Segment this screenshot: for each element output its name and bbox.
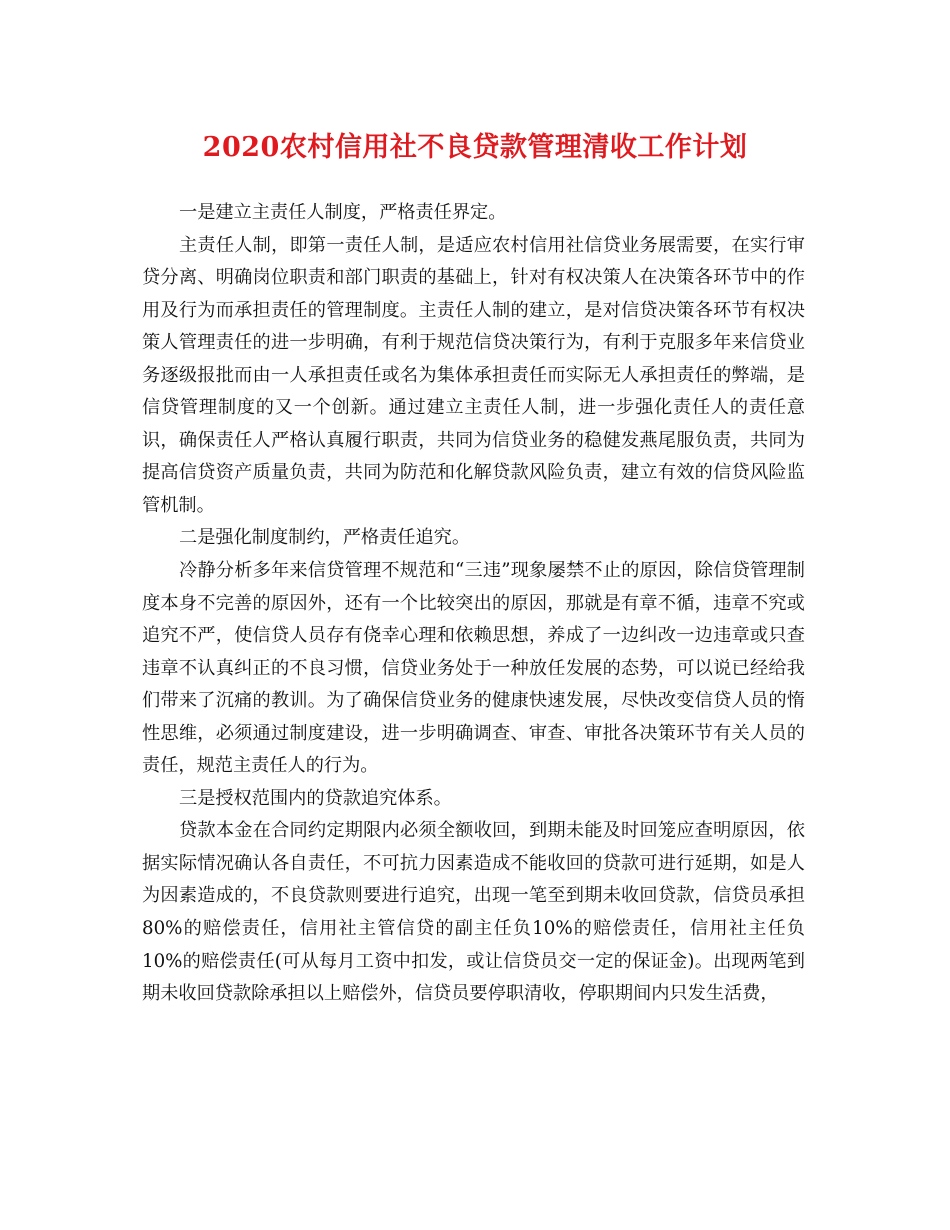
paragraph-4: 冷静分析多年来信贷管理不规范和“三违”现象屡禁不止的原因，除信贷管理制度本身不完善的原因外，还有一个比较突出的原因，那就是有章不循，违章不究或追究不严，使信贷人员存有侥幸心理和依赖思想，养成了一边纠改一边违章或只查违章不认真纠正的不良习惯，信贷业务处于一种放任发展的态势，可以说已经给我们带来了沉痛的教训。为了确保信贷业务的健康快速发展，尽快改变信贷人员的惰性思维，必须通过制度建设，进一步明确调查、审查、审批各决策环节有关人员的责任，规范主责任人的行为。 [142, 560, 805, 777]
paragraph-3: 二是强化制度制约，严格责任追究。 [179, 527, 471, 549]
paragraph-6: 贷款本金在合同约定期限内必须全额收回，到期未能及时回笼应查明原因，依据实际情况确认各自责任，不可抗力因素造成不能收回的贷款可进行延期，如是人为因素造成的，不良贷款则要进行追究，出现一笔至到期未收回贷款，信贷员承担80%的赔偿责任，信用社主管信贷的副主任负10%的赔偿责任，信用社主任负10%的赔偿责任(可从每月工资中扣发，或让信贷员交一定的保证金)。出现两笔到期未收回贷款除承担以上赔偿外，信贷员要停职清收，停职期间内只发生活费， [142, 820, 805, 1005]
document-body [142, 197, 805, 1011]
document-title: 2020农村信用社不良贷款管理清收工作计划 [202, 132, 748, 163]
paragraph-5: 三是授权范围内的贷款追究体系。 [179, 787, 452, 809]
paragraph-1: 一是建立主责任人制度，严格责任界定。 [179, 202, 507, 223]
paragraph-2: 主责任人制，即第一责任人制，是适应农村信用社信贷业务展需要，在实行审贷分离、明确岗位职责和部门职责的基础上，针对有权决策人在决策各环节中的作用及行为而承担责任的管理制度。主责任人制的建立，是对信贷决策各环节有权决策人管理责任的进一步明确，有利于规范信贷决策行为，有利于克服多年来信贷业务逐级报批而由一人承担责任或名为集体承担责任而实际无人承担责任的弊端，是信贷管理制度的又一个创新。通过建立主责任人制，进一步强化责任人的责任意识，确保责任人严格认真履行职责，共同为信贷业务的稳健发燕尾服负责，共同为提高信贷资产质量负责，共同为防范和化解贷款风险负责，建立有效的信贷风险监管机制。 [142, 234, 805, 516]
